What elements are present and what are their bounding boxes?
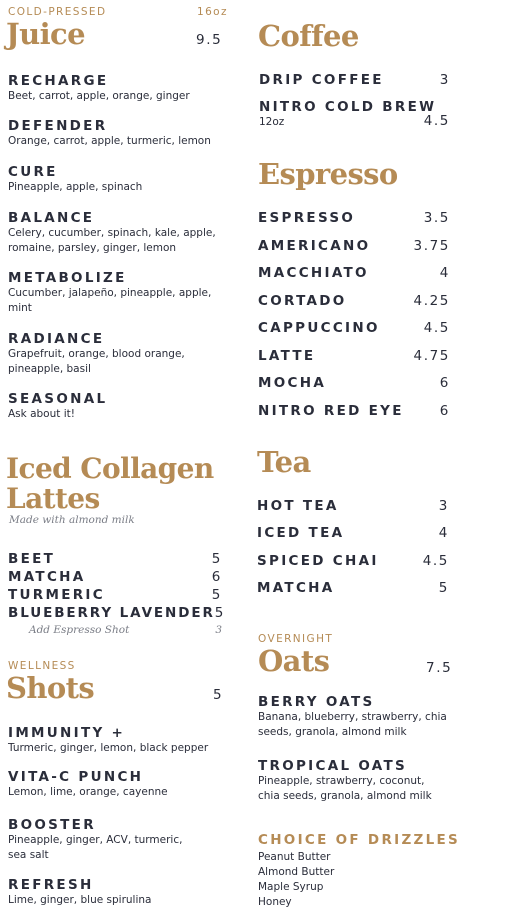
item-desc: Orange, carrot, apple, turmeric, lemon xyxy=(8,134,211,147)
item-price: 4 xyxy=(439,265,450,281)
item-name: REFRESH xyxy=(8,877,94,893)
item-name: DRIP COFFEE xyxy=(259,72,384,88)
juice-item xyxy=(8,120,218,149)
item-name: ICED TEA xyxy=(257,525,345,541)
collagen-addon xyxy=(29,624,222,636)
drizzle-item: Almond Butter xyxy=(258,866,335,878)
collagen-title-line2: Lattes xyxy=(6,482,100,515)
collagen-item xyxy=(8,571,222,585)
collagen-item xyxy=(8,605,225,621)
shots-item xyxy=(8,771,223,800)
item-name: VITA-C PUNCH xyxy=(8,769,144,785)
oats-price: 7.5 xyxy=(426,660,453,676)
item-name: IMMUNITY + xyxy=(8,725,126,741)
juice-title: Juice xyxy=(6,17,85,51)
item-name: SEASONAL xyxy=(8,391,108,407)
item-price: 5 xyxy=(438,580,449,596)
drizzle-item: Maple Syrup xyxy=(258,881,324,893)
item-name: DEFENDER xyxy=(8,118,108,134)
item-name: TURMERIC xyxy=(8,587,105,603)
item-price: 4.25 xyxy=(413,293,450,309)
item-price: 6 xyxy=(439,403,450,419)
espresso-item xyxy=(258,295,450,309)
item-desc: Cucumber, jalapeño, pineapple, apple, mint xyxy=(8,286,212,314)
collagen-item xyxy=(8,589,222,603)
item-price: 5 xyxy=(214,605,225,621)
juice-item xyxy=(8,393,218,422)
oats-item xyxy=(258,760,448,804)
item-name: ESPRESSO xyxy=(258,210,356,226)
coffee-item xyxy=(259,101,450,130)
collagen-note: Made with almond milk xyxy=(9,514,135,526)
item-name: MACCHIATO xyxy=(258,265,369,281)
item-name: RECHARGE xyxy=(8,73,109,89)
item-desc: Pineapple, apple, spinach xyxy=(8,180,143,193)
item-name: SPICED CHAI xyxy=(257,553,379,569)
item-name: BEET xyxy=(8,551,56,567)
espresso-title: Espresso xyxy=(258,157,398,191)
oats-title: Oats xyxy=(258,644,330,678)
oats-item xyxy=(258,696,448,740)
item-name: RADIANCE xyxy=(8,331,105,347)
item-name: METABOLIZE xyxy=(8,270,127,286)
drizzle-item: Honey xyxy=(258,896,292,908)
tea-title: Tea xyxy=(257,445,311,479)
espresso-item xyxy=(258,350,450,364)
tea-item xyxy=(257,555,449,569)
item-price: 4.5 xyxy=(423,112,450,129)
item-desc: Grapefruit, orange, blood orange, pineapple, basil xyxy=(8,347,185,375)
juice-size: 16oz xyxy=(197,6,228,18)
item-price: 3.75 xyxy=(413,238,450,254)
espresso-item xyxy=(258,212,450,226)
collagen-item xyxy=(8,553,222,567)
espresso-item xyxy=(258,405,450,419)
espresso-item xyxy=(258,267,450,281)
item-price: 4.5 xyxy=(423,320,450,336)
juice-item xyxy=(8,212,218,256)
shots-item xyxy=(8,819,198,863)
item-name: MOCHA xyxy=(258,375,327,391)
coffee-item xyxy=(259,74,450,88)
tea-item xyxy=(257,500,449,514)
item-price: 4.75 xyxy=(413,348,450,364)
juice-item xyxy=(8,166,218,195)
juice-price: 9.5 xyxy=(196,32,223,48)
shots-price: 5 xyxy=(213,687,224,703)
item-price: 5 xyxy=(211,587,222,603)
shots-kicker: WELLNESS xyxy=(8,660,76,672)
item-name: CAPPUCCINO xyxy=(258,320,380,336)
item-name: BOOSTER xyxy=(8,817,96,833)
espresso-item xyxy=(258,322,450,336)
item-price: 4.5 xyxy=(422,553,449,569)
espresso-item xyxy=(258,240,450,254)
item-name: MATCHA xyxy=(257,580,335,596)
item-price: 3.5 xyxy=(423,210,450,226)
item-desc: Banana, blueberry, strawberry, chia seeds, granola, almond milk xyxy=(258,710,447,738)
item-price: 3 xyxy=(438,498,449,514)
drizzles-list xyxy=(258,850,448,910)
addon-name: Add Espresso Shot xyxy=(29,624,130,636)
item-price: 4 xyxy=(438,525,449,541)
tea-item xyxy=(257,582,449,596)
juice-kicker: COLD-PRESSED xyxy=(8,6,107,18)
tea-item xyxy=(257,527,449,541)
item-price: 6 xyxy=(439,375,450,391)
item-sub: 12oz xyxy=(259,115,285,128)
item-desc: Turmeric, ginger, lemon, black pepper xyxy=(8,741,209,754)
coffee-title: Coffee xyxy=(258,19,359,53)
item-desc: Lemon, lime, orange, cayenne xyxy=(8,785,168,798)
item-name: HOT TEA xyxy=(257,498,339,514)
item-name: BLUEBERRY LAVENDER xyxy=(8,605,215,621)
item-name: CORTADO xyxy=(258,293,347,309)
juice-item xyxy=(8,333,218,377)
item-desc: Lime, ginger, blue spirulina xyxy=(8,893,152,906)
oats-kicker: OVERNIGHT xyxy=(258,633,334,645)
addon-price: 3 xyxy=(215,624,222,636)
juice-item xyxy=(8,75,218,104)
item-price: 3 xyxy=(439,72,450,88)
item-name: AMERICANO xyxy=(258,238,371,254)
item-name: TROPICAL OATS xyxy=(258,758,408,774)
drizzles-title: CHOICE OF DRIZZLES xyxy=(258,832,461,848)
item-desc: Pineapple, ginger, ACV, turmeric, sea salt xyxy=(8,833,183,861)
drizzle-item: Peanut Butter xyxy=(258,851,331,863)
item-name: CURE xyxy=(8,164,58,180)
item-name: BALANCE xyxy=(8,210,95,226)
item-price: 5 xyxy=(211,551,222,567)
item-name: MATCHA xyxy=(8,569,86,585)
item-desc: Pineapple, strawberry, coconut, chia seeds, granola, almond milk xyxy=(258,774,432,802)
shots-item xyxy=(8,727,223,756)
collagen-title-line1: Iced Collagen xyxy=(6,452,214,485)
item-name: NITRO RED EYE xyxy=(258,403,404,419)
item-desc: Celery, cucumber, spinach, kale, apple, romaine, parsley, ginger, lemon xyxy=(8,226,216,254)
item-desc: Beet, carrot, apple, orange, ginger xyxy=(8,89,190,102)
juice-item xyxy=(8,272,218,316)
item-price: 6 xyxy=(211,569,222,585)
shots-item xyxy=(8,879,223,908)
item-name: BERRY OATS xyxy=(258,694,375,710)
item-name: LATTE xyxy=(258,348,316,364)
shots-title: Shots xyxy=(6,671,95,705)
item-desc: Ask about it! xyxy=(8,407,75,420)
espresso-item xyxy=(258,377,450,391)
item-name: NITRO COLD BREW xyxy=(259,99,437,115)
